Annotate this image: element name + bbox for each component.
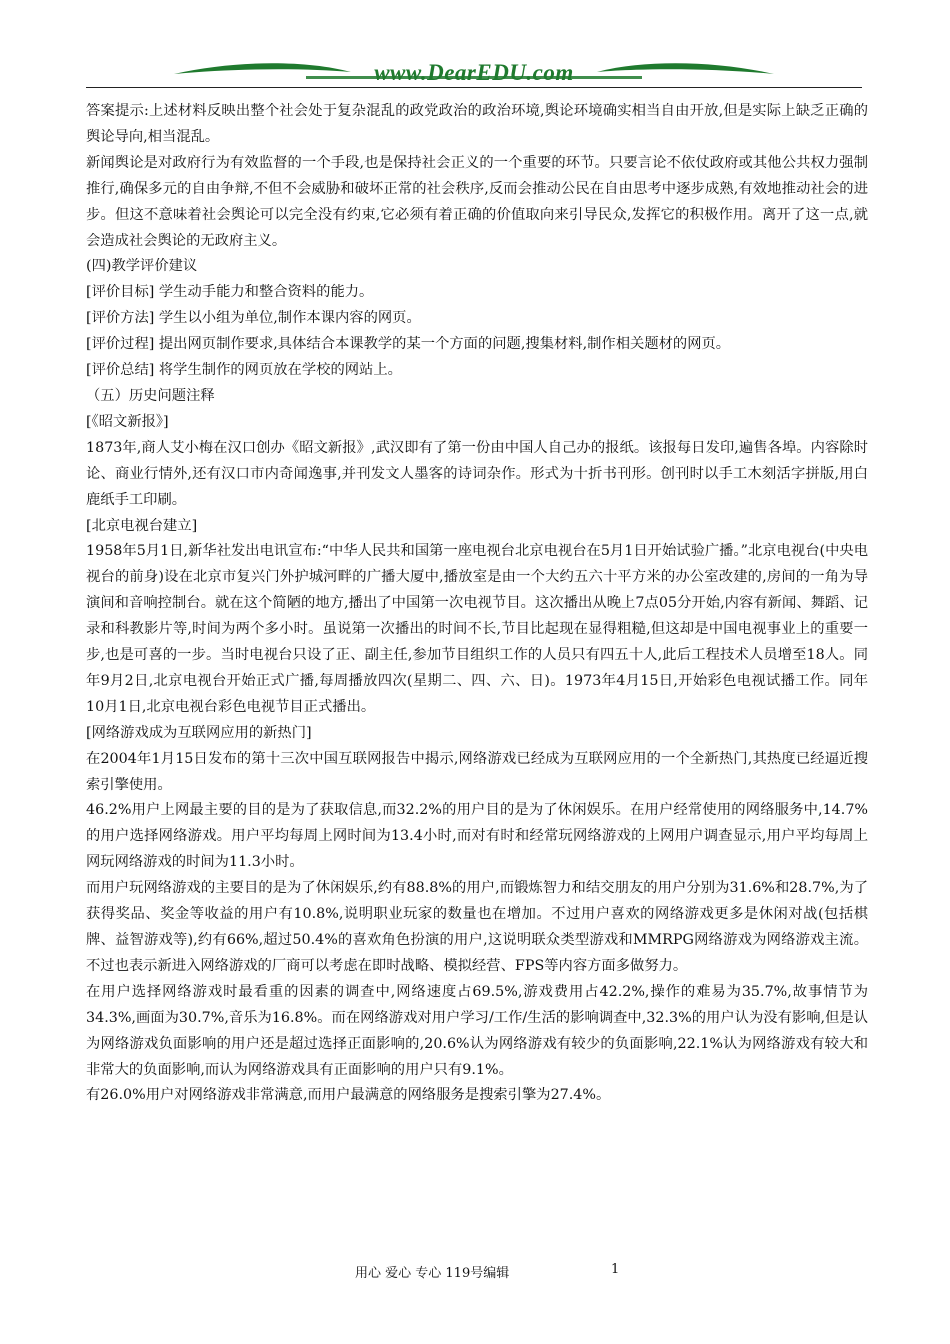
note-body-online-games-1: 在2004年1月15日发布的第十三次中国互联网报告中揭示,网络游戏已经成为互联网应用的一个全新热门,其热度已经逼近搜索引擎使用。 [86,750,868,793]
page-number: 1 [611,1262,620,1277]
note-title-zhaowen: [《昭文新报》] [86,413,169,430]
note-title-online-games: [网络游戏成为互联网应用的新热门] [86,724,312,741]
note-body-online-games-4: 在用户选择网络游戏时最看重的因素的调查中,网络速度占69.5%,游戏费用占42.2%,操作的难易为35.7%,故事情节为34.3%,画面为30.7%,音乐为16.8%。而在网络游戏对用户学习/工作/生活的影响调查中,32.3%的用户认为没有影响,但是认为网络游戏负面影响的用户还是超过选择正面影响的,20.6%认为网络游戏有较少的负面影响,22.1%认为网络游戏有较大和非常大的负面影响,而认为网络游戏具有正面影响的用户只有9.1%。 [86,983,868,1078]
evaluation-summary: [评价总结] 将学生制作的网页放在学校的网站上。 [86,362,402,379]
paragraph-press-opinion: 新闻舆论是对政府行为有效监督的一个手段,也是保持社会正义的一个重要的环节。只要言论不依仗政府或其他公共权力强制推行,确保多元的自由争辩,不但不会威胁和破坏正常的社会秩序,反而会推动公民在自由思考中逐步成熟,有效地推动社会的进步。但这不意味着社会舆论可以完全没有约束,它必须有着正确的价值取向来引导民众,发挥它的积极作用。离开了这一点,就会造成社会舆论的无政府主义。 [86,154,868,249]
section-heading-history-notes: （五）历史问题注释 [86,387,215,404]
document-body [86,99,868,1109]
evaluation-method: [评价方法] 学生以小组为单位,制作本课内容的网页。 [86,310,421,327]
note-title-beijing-tv: [北京电视台建立] [86,517,198,534]
note-body-zhaowen: 1873年,商人艾小梅在汉口创办《昭文新报》,武汉即有了第一份由中国人自己办的报纸。该报每日发印,遍售各埠。内容除时论、商业行情外,还有汉口市内奇闻逸事,并刊发文人墨客的诗词杂作。形式为十折书刊形。创刊时以手工木刻活字拼版,用白鹿纸手工印刷。 [86,439,868,508]
footer-text: 用心 爱心 专心 119号编辑 [355,1266,510,1281]
page-footer [0,1262,950,1282]
evaluation-goal: [评价目标] 学生动手能力和整合资料的能力。 [86,284,374,301]
section-heading-evaluation: (四)教学评价建议 [86,258,198,275]
site-logo-text: www.DearEDU.com [374,60,574,85]
note-body-online-games-2: 46.2%用户上网最主要的目的是为了获取信息,而32.2%的用户目的是为了休闲娱乐。在用户经常使用的网络服务中,14.7%的用户选择网络游戏。用户平均每周上网时间为13.4小时,而对有时和经常玩网络游戏的上网用户调查显示,用户平均每周上网玩网络游戏的时间为11.3小时。 [86,802,868,871]
note-body-online-games-3: 而用户玩网络游戏的主要目的是为了休闲娱乐,约有88.8%的用户,而锻炼智力和结交朋友的用户分别为31.6%和28.7%,为了获得奖品、奖金等收益的用户有10.8%,说明职业玩家的数量也在增加。不过用户喜欢的网络游戏更多是休闲对战(包括棋牌、益智游戏等),约有66%,超过50.4%的喜欢角色扮演的用户,这说明联众类型游戏和MMRPG网络游戏为网络游戏主流。不过也表示新进入网络游戏的厂商可以考虑在即时战略、模拟经营、FPS等内容方面多做努力。 [86,880,868,974]
header-divider [86,87,862,88]
evaluation-process: [评价过程] 提出网页制作要求,具体结合本课教学的某一个方面的问题,搜集材料,制作相关题材的网页。 [86,336,731,353]
note-body-online-games-5: 有26.0%用户对网络游戏非常满意,而用户最满意的网络服务是搜索引擎为27.4%。 [86,1087,611,1104]
paragraph-answer-hint: 答案提示:上述材料反映出整个社会处于复杂混乱的政党政治的政治环境,舆论环境确实相当自由开放,但是实际上缺乏正确的舆论导向,相当混乱。 [86,103,868,145]
note-body-beijing-tv: 1958年5月1日,新华社发出电讯宣布:“中华人民共和国第一座电视台北京电视台在5月1日开始试验广播。”北京电视台(中央电视台的前身)设在北京市复兴门外护城河畔的广播大厦中,播放室是由一个大约五六十平方米的办公室改建的,房间的一角为导演间和音响控制台。就在这个简陋的地方,播出了中国第一次电视节目。这次播出从晚上7点05分开始,内容有新闻、舞蹈、记录和科教影片等,时间为两个多小时。虽说第一次播出的时间不长,节目比起现在显得粗糙,但这却是中国电视事业上的重要一步,也是可喜的一步。当时电视台只设了正、副主任,参加节目组织工作的人员只有四五十人,此后工程技术人员增至18人。同年9月2日,北京电视台开始正式广播,每周播放四次(星期二、四、六、日)。1973年4月15日,开始彩色电视试播工作。同年10月1日,北京电视台彩色电视节目正式播出。 [86,543,868,715]
site-header [86,52,862,100]
